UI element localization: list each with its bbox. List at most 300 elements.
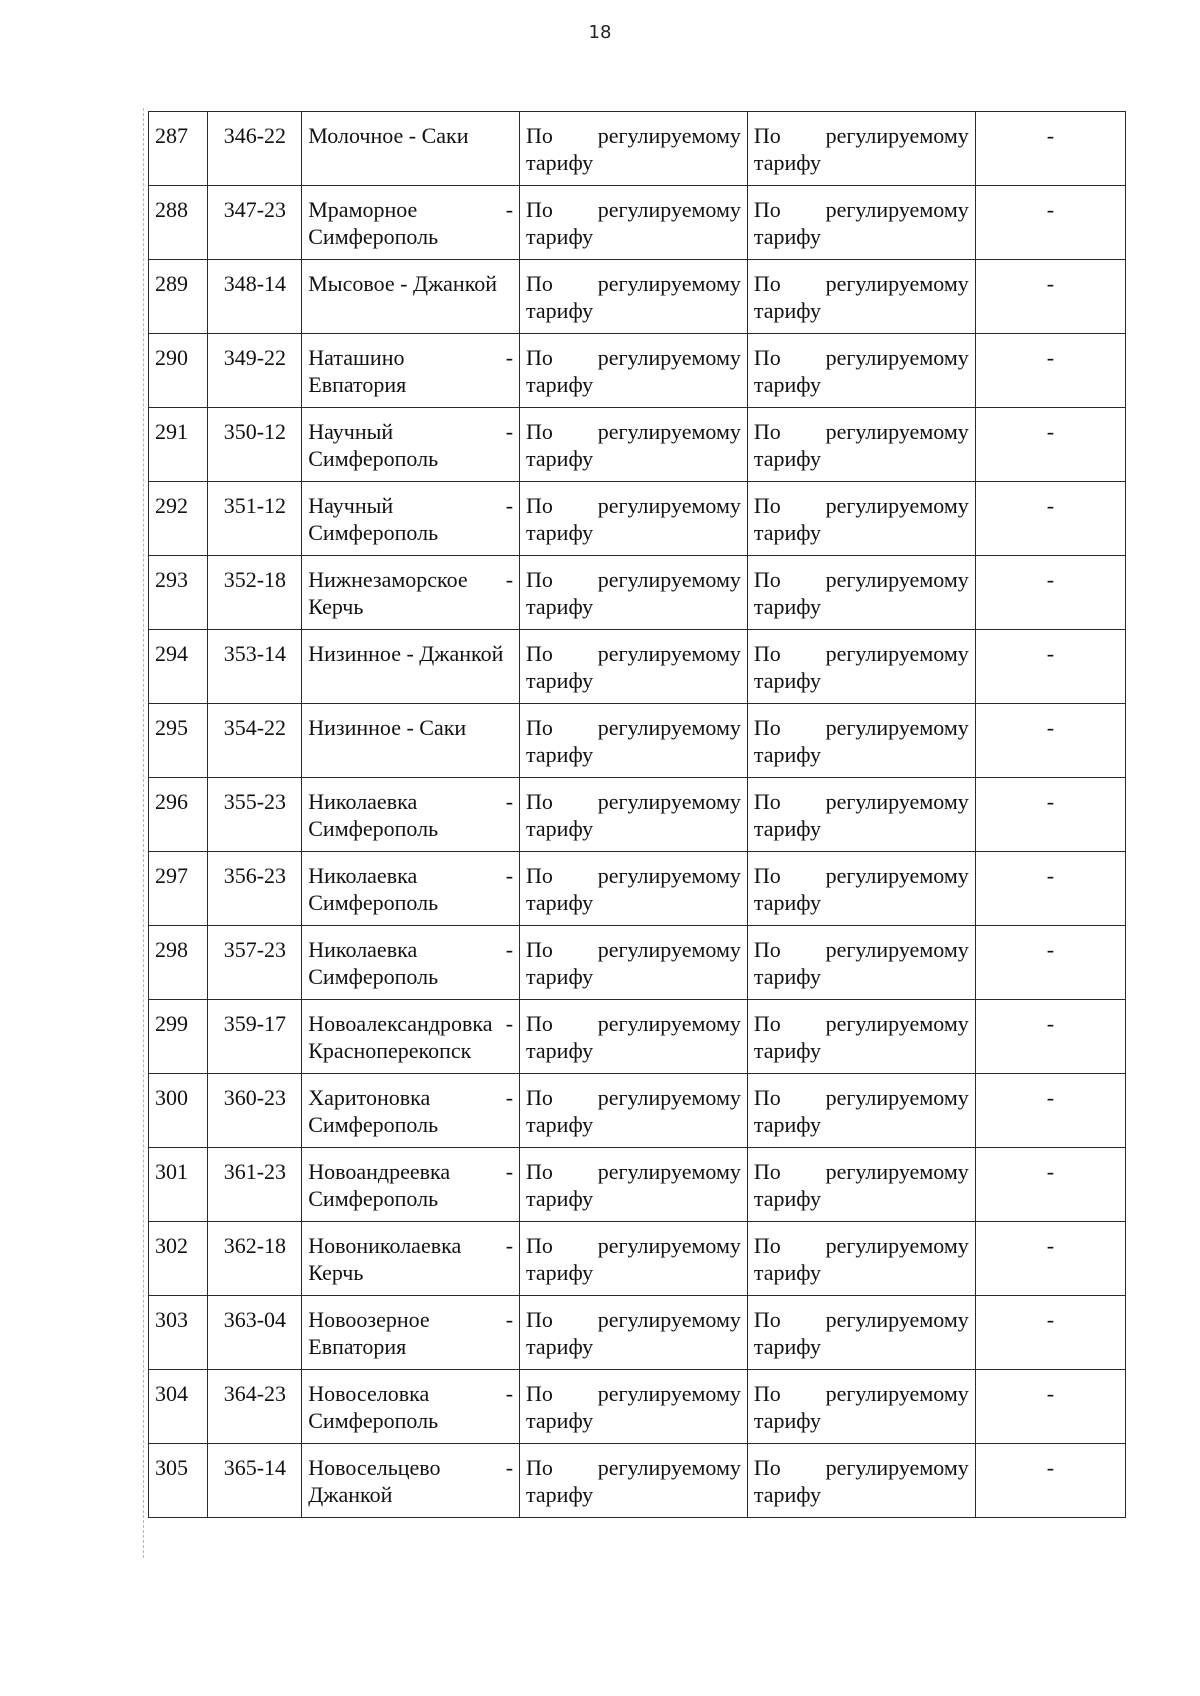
route-name-cell: [302, 852, 520, 926]
tariff-word: тарифу: [526, 1408, 594, 1433]
tariff-word: регулируемому: [825, 1381, 969, 1406]
route-name: Молочное - Саки: [308, 123, 469, 148]
tariff-word: По: [753, 493, 781, 518]
tariff-line: [754, 492, 969, 519]
route-code: 357-23: [223, 937, 287, 962]
tariff-word: По: [526, 271, 553, 296]
tariff-cell-1: [520, 1296, 748, 1370]
tariff-word: тарифу: [753, 520, 822, 545]
tariff-word: По: [753, 197, 781, 222]
tariff-cell-1: [520, 112, 748, 186]
route-code: 364-23: [223, 1381, 287, 1406]
tariff-line: [526, 714, 741, 741]
tariff-word: регулируемому: [825, 493, 969, 518]
tariff-line: [526, 122, 741, 149]
tariff-word: регулируемому: [825, 1455, 969, 1480]
dash-value: -: [1046, 937, 1055, 962]
table-row: [149, 630, 1126, 704]
dash-value: -: [1046, 641, 1055, 666]
tariff-cell-2: [747, 630, 975, 704]
tariff-word: По: [526, 1307, 553, 1332]
row-number-cell: [149, 112, 208, 186]
route-code-cell: [208, 482, 302, 556]
dash-cell: [975, 926, 1125, 1000]
tariff-word: По: [526, 641, 553, 666]
tariff-word: По: [753, 1381, 781, 1406]
tariff-line: [754, 1232, 969, 1259]
route-name: Научный - Симферополь: [308, 493, 514, 545]
route-name-cell: [302, 334, 520, 408]
tariff-cell-1: [520, 1222, 748, 1296]
tariff-word: регулируемому: [825, 789, 969, 814]
route-name-cell: [302, 556, 520, 630]
tariff-word: регулируемому: [597, 123, 741, 148]
tariff-line: [754, 418, 969, 445]
table-row: [149, 112, 1126, 186]
tariff-line: [526, 196, 741, 223]
dash-cell: [975, 186, 1125, 260]
table-row: [149, 1074, 1126, 1148]
tariff-line: [526, 1010, 741, 1037]
dash-value: -: [1046, 123, 1055, 148]
route-name-cell: [302, 1074, 520, 1148]
tariff-word: регулируемому: [597, 493, 741, 518]
table-row: [149, 408, 1126, 482]
route-code-cell: [208, 852, 302, 926]
route-name: Новоалександровка - Красноперекопск: [308, 1011, 514, 1063]
tariff-line: [754, 788, 969, 815]
dash-value: -: [1046, 863, 1055, 888]
row-number-cell: [149, 1444, 208, 1518]
tariff-word: По: [526, 567, 553, 592]
route-name-cell: [302, 1370, 520, 1444]
route-name-cell: [302, 112, 520, 186]
tariff-line: [526, 936, 741, 963]
tariff-word: тарифу: [753, 150, 822, 175]
dash-cell: [975, 852, 1125, 926]
tariff-line: [526, 492, 741, 519]
tariff-word: тарифу: [526, 890, 594, 915]
route-name: Новосельцево - Джанкой: [308, 1455, 514, 1507]
route-name: Николаевка - Симферополь: [308, 789, 514, 841]
route-code-cell: [208, 334, 302, 408]
dash-value: -: [1046, 715, 1055, 740]
tariff-word: По: [526, 493, 553, 518]
tariff-cell-2: [747, 1000, 975, 1074]
tariff-word: тарифу: [526, 520, 594, 545]
route-name-cell: [302, 630, 520, 704]
route-code-cell: [208, 1074, 302, 1148]
route-code: 348-14: [223, 271, 287, 296]
row-number-cell: [149, 630, 208, 704]
route-name-cell: [302, 778, 520, 852]
tariff-line: [526, 566, 741, 593]
tariff-word: регулируемому: [597, 641, 741, 666]
tariff-word: По: [753, 1307, 781, 1332]
tariff-word: регулируемому: [825, 641, 969, 666]
tariff-line: [754, 1084, 969, 1111]
dash-cell: [975, 482, 1125, 556]
tariff-cell-2: [747, 926, 975, 1000]
tariff-word: тарифу: [753, 224, 822, 249]
route-code-cell: [208, 1000, 302, 1074]
tariff-word: регулируемому: [597, 345, 741, 370]
route-code: 356-23: [223, 863, 287, 888]
tariff-word: регулируемому: [597, 197, 741, 222]
dash-value: -: [1046, 419, 1055, 444]
tariff-line: [526, 418, 741, 445]
tariff-cell-1: [520, 556, 748, 630]
row-number: 291: [155, 419, 188, 444]
tariff-line: [754, 344, 969, 371]
row-number: 298: [155, 937, 188, 962]
tariff-line: [526, 1454, 741, 1481]
table-row: [149, 1444, 1126, 1518]
row-number-cell: [149, 408, 208, 482]
tariff-word: тарифу: [526, 1334, 594, 1359]
tariff-word: тарифу: [526, 224, 594, 249]
route-name-cell: [302, 1222, 520, 1296]
tariff-word: По: [753, 641, 781, 666]
route-code: 365-14: [223, 1455, 287, 1480]
route-name-cell: [302, 926, 520, 1000]
route-code-cell: [208, 1296, 302, 1370]
dash-cell: [975, 408, 1125, 482]
route-code-cell: [208, 630, 302, 704]
tariff-word: тарифу: [753, 668, 822, 693]
tariff-line: [526, 788, 741, 815]
route-code: 347-23: [223, 197, 287, 222]
tariff-word: По: [526, 1085, 553, 1110]
row-number: 290: [155, 345, 188, 370]
route-name: Новоандреевка - Симферополь: [308, 1159, 514, 1211]
route-name: Николаевка - Симферополь: [308, 863, 514, 915]
tariff-word: регулируемому: [825, 1159, 969, 1184]
tariff-cell-1: [520, 630, 748, 704]
row-number-cell: [149, 926, 208, 1000]
tariff-word: регулируемому: [825, 1307, 969, 1332]
dash-cell: [975, 1296, 1125, 1370]
tariff-word: По: [526, 1159, 553, 1184]
route-name: Нижнезаморское - Керчь: [308, 567, 514, 619]
table-row: [149, 1148, 1126, 1222]
row-number-cell: [149, 1000, 208, 1074]
tariff-word: тарифу: [526, 372, 594, 397]
tariff-word: регулируемому: [597, 789, 741, 814]
table-row: [149, 334, 1126, 408]
tariff-cell-1: [520, 260, 748, 334]
tariff-word: По: [753, 937, 781, 962]
row-number: 301: [155, 1159, 188, 1184]
tariff-cell-1: [520, 1148, 748, 1222]
route-code-cell: [208, 926, 302, 1000]
dash-value: -: [1046, 1085, 1055, 1110]
tariff-word: По: [753, 1085, 781, 1110]
tariff-line: [526, 1232, 741, 1259]
tariff-line: [526, 640, 741, 667]
tariff-word: регулируемому: [597, 715, 741, 740]
tariff-word: По: [526, 789, 553, 814]
route-name: Новоозерное - Евпатория: [308, 1307, 514, 1359]
dash-cell: [975, 630, 1125, 704]
tariff-word: регулируемому: [597, 1307, 741, 1332]
tariff-word: По: [526, 863, 553, 888]
dash-value: -: [1046, 789, 1055, 814]
tariff-word: регулируемому: [597, 1233, 741, 1258]
dash-cell: [975, 112, 1125, 186]
row-number-cell: [149, 1296, 208, 1370]
route-code-cell: [208, 260, 302, 334]
row-number-cell: [149, 556, 208, 630]
tariff-word: тарифу: [753, 594, 822, 619]
tariff-word: По: [526, 1233, 553, 1258]
route-name-cell: [302, 1148, 520, 1222]
tariff-line: [754, 196, 969, 223]
dash-cell: [975, 1444, 1125, 1518]
dash-cell: [975, 778, 1125, 852]
route-code-cell: [208, 186, 302, 260]
dash-value: -: [1046, 1011, 1055, 1036]
tariff-cell-2: [747, 186, 975, 260]
tariff-word: регулируемому: [597, 1085, 741, 1110]
tariff-cell-1: [520, 334, 748, 408]
tariff-cell-1: [520, 1370, 748, 1444]
tariff-word: По: [753, 419, 781, 444]
route-name-cell: [302, 1000, 520, 1074]
row-number: 293: [155, 567, 188, 592]
tariff-word: По: [753, 1011, 781, 1036]
tariff-word: тарифу: [753, 372, 822, 397]
tariff-word: По: [526, 715, 553, 740]
tariff-cell-2: [747, 1222, 975, 1296]
tariff-word: регулируемому: [825, 123, 969, 148]
dash-value: -: [1046, 567, 1055, 592]
dash-cell: [975, 1148, 1125, 1222]
routes-table: [148, 111, 1126, 1518]
route-name-cell: [302, 1296, 520, 1370]
dash-value: -: [1046, 197, 1055, 222]
tariff-word: тарифу: [526, 742, 594, 767]
table-row: [149, 926, 1126, 1000]
row-number-cell: [149, 482, 208, 556]
tariff-word: По: [753, 789, 781, 814]
table-row: [149, 1222, 1126, 1296]
tariff-word: регулируемому: [825, 1011, 969, 1036]
dash-value: -: [1046, 345, 1055, 370]
tariff-word: регулируемому: [597, 863, 741, 888]
tariff-cell-1: [520, 926, 748, 1000]
page-number: 18: [588, 22, 612, 43]
tariff-word: По: [753, 1455, 781, 1480]
route-name-cell: [302, 482, 520, 556]
tariff-word: регулируемому: [597, 1011, 741, 1036]
tariff-word: тарифу: [753, 446, 822, 471]
tariff-word: По: [753, 345, 781, 370]
tariff-line: [526, 1306, 741, 1333]
tariff-word: тарифу: [526, 964, 594, 989]
route-code: 362-18: [223, 1233, 287, 1258]
row-number-cell: [149, 260, 208, 334]
tariff-cell-2: [747, 852, 975, 926]
tariff-word: По: [753, 123, 781, 148]
row-number: 303: [155, 1307, 188, 1332]
row-number-cell: [149, 186, 208, 260]
tariff-line: [754, 1010, 969, 1037]
tariff-word: регулируемому: [825, 345, 969, 370]
route-code-cell: [208, 112, 302, 186]
route-code: 346-22: [223, 123, 287, 148]
tariff-line: [754, 1158, 969, 1185]
tariff-word: тарифу: [753, 742, 822, 767]
tariff-word: регулируемому: [597, 1381, 741, 1406]
dash-value: -: [1046, 271, 1055, 296]
row-number: 302: [155, 1233, 188, 1258]
tariff-word: По: [526, 1011, 553, 1036]
tariff-cell-1: [520, 704, 748, 778]
tariff-word: тарифу: [753, 1038, 822, 1063]
route-code-cell: [208, 1444, 302, 1518]
route-code: 353-14: [223, 641, 287, 666]
tariff-cell-1: [520, 852, 748, 926]
route-code: 359-17: [223, 1011, 287, 1036]
tariff-word: регулируемому: [597, 1159, 741, 1184]
tariff-word: По: [753, 271, 781, 296]
table-row: [149, 778, 1126, 852]
tariff-word: регулируемому: [597, 567, 741, 592]
dash-value: -: [1046, 1381, 1055, 1406]
tariff-word: регулируемому: [825, 567, 969, 592]
tariff-cell-2: [747, 1370, 975, 1444]
tariff-line: [526, 270, 741, 297]
route-code: 355-23: [223, 789, 287, 814]
tariff-word: тарифу: [526, 446, 594, 471]
dash-value: -: [1046, 1233, 1055, 1258]
table-row: [149, 482, 1126, 556]
tariff-word: регулируемому: [825, 271, 969, 296]
tariff-line: [754, 270, 969, 297]
route-code: 361-23: [223, 1159, 287, 1184]
tariff-cell-1: [520, 1444, 748, 1518]
tariff-cell-2: [747, 1148, 975, 1222]
tariff-word: регулируемому: [825, 1085, 969, 1110]
route-code-cell: [208, 556, 302, 630]
row-number-cell: [149, 1222, 208, 1296]
dash-cell: [975, 556, 1125, 630]
tariff-cell-2: [747, 408, 975, 482]
routes-table-body: [149, 112, 1126, 1518]
tariff-cell-1: [520, 408, 748, 482]
route-code: 349-22: [223, 345, 287, 370]
tariff-word: По: [526, 419, 553, 444]
tariff-line: [526, 862, 741, 889]
dash-value: -: [1046, 1159, 1055, 1184]
route-name: Николаевка - Симферополь: [308, 937, 514, 989]
tariff-cell-1: [520, 1000, 748, 1074]
tariff-cell-2: [747, 334, 975, 408]
route-name: Мраморное - Симферополь: [308, 197, 514, 249]
tariff-word: По: [753, 863, 781, 888]
route-name: Харитоновка - Симферополь: [308, 1085, 514, 1137]
tariff-word: регулируемому: [597, 1455, 741, 1480]
tariff-word: тарифу: [753, 1482, 822, 1507]
route-name: Наташино - Евпатория: [308, 345, 514, 397]
route-name-cell: [302, 704, 520, 778]
tariff-cell-2: [747, 556, 975, 630]
tariff-word: По: [526, 345, 553, 370]
tariff-word: регулируемому: [825, 937, 969, 962]
tariff-cell-2: [747, 1296, 975, 1370]
tariff-word: регулируемому: [825, 715, 969, 740]
tariff-word: тарифу: [753, 1112, 822, 1137]
tariff-word: тарифу: [526, 150, 594, 175]
tariff-word: По: [753, 567, 781, 592]
table-row: [149, 186, 1126, 260]
route-code: 352-18: [223, 567, 287, 592]
tariff-word: тарифу: [753, 298, 822, 323]
route-code: 360-23: [223, 1085, 287, 1110]
row-number-cell: [149, 704, 208, 778]
route-name: Низинное - Саки: [308, 715, 467, 740]
dash-value: -: [1046, 493, 1055, 518]
tariff-word: регулируемому: [825, 419, 969, 444]
dash-cell: [975, 1000, 1125, 1074]
tariff-word: регулируемому: [597, 271, 741, 296]
tariff-word: тарифу: [753, 1186, 822, 1211]
dash-value: -: [1046, 1455, 1055, 1480]
row-number: 300: [155, 1085, 188, 1110]
row-number-cell: [149, 1148, 208, 1222]
tariff-cell-2: [747, 704, 975, 778]
tariff-word: тарифу: [753, 1260, 822, 1285]
row-number-cell: [149, 778, 208, 852]
tariff-word: тарифу: [526, 594, 594, 619]
table-row: [149, 1296, 1126, 1370]
table-row: [149, 1370, 1126, 1444]
tariff-word: По: [753, 1233, 781, 1258]
table-row: [149, 556, 1126, 630]
row-number: 305: [155, 1455, 188, 1480]
dash-value: -: [1046, 1307, 1055, 1332]
tariff-cell-2: [747, 482, 975, 556]
tariff-word: тарифу: [526, 298, 594, 323]
tariff-cell-2: [747, 1074, 975, 1148]
scan-edge-artifact: [143, 108, 146, 1558]
tariff-word: тарифу: [753, 890, 822, 915]
tariff-word: тарифу: [526, 1038, 594, 1063]
table-row: [149, 1000, 1126, 1074]
row-number: 295: [155, 715, 188, 740]
row-number: 287: [155, 123, 188, 148]
row-number-cell: [149, 852, 208, 926]
tariff-word: регулируемому: [597, 937, 741, 962]
tariff-word: тарифу: [526, 1260, 594, 1285]
tariff-cell-2: [747, 112, 975, 186]
route-code-cell: [208, 1370, 302, 1444]
row-number-cell: [149, 334, 208, 408]
dash-cell: [975, 1222, 1125, 1296]
tariff-line: [754, 936, 969, 963]
row-number-cell: [149, 1074, 208, 1148]
tariff-word: По: [753, 1159, 781, 1184]
tariff-line: [526, 344, 741, 371]
tariff-line: [526, 1158, 741, 1185]
tariff-word: регулируемому: [825, 197, 969, 222]
tariff-cell-1: [520, 482, 748, 556]
tariff-word: тарифу: [753, 964, 822, 989]
tariff-word: По: [753, 715, 781, 740]
route-name-cell: [302, 260, 520, 334]
tariff-cell-2: [747, 778, 975, 852]
